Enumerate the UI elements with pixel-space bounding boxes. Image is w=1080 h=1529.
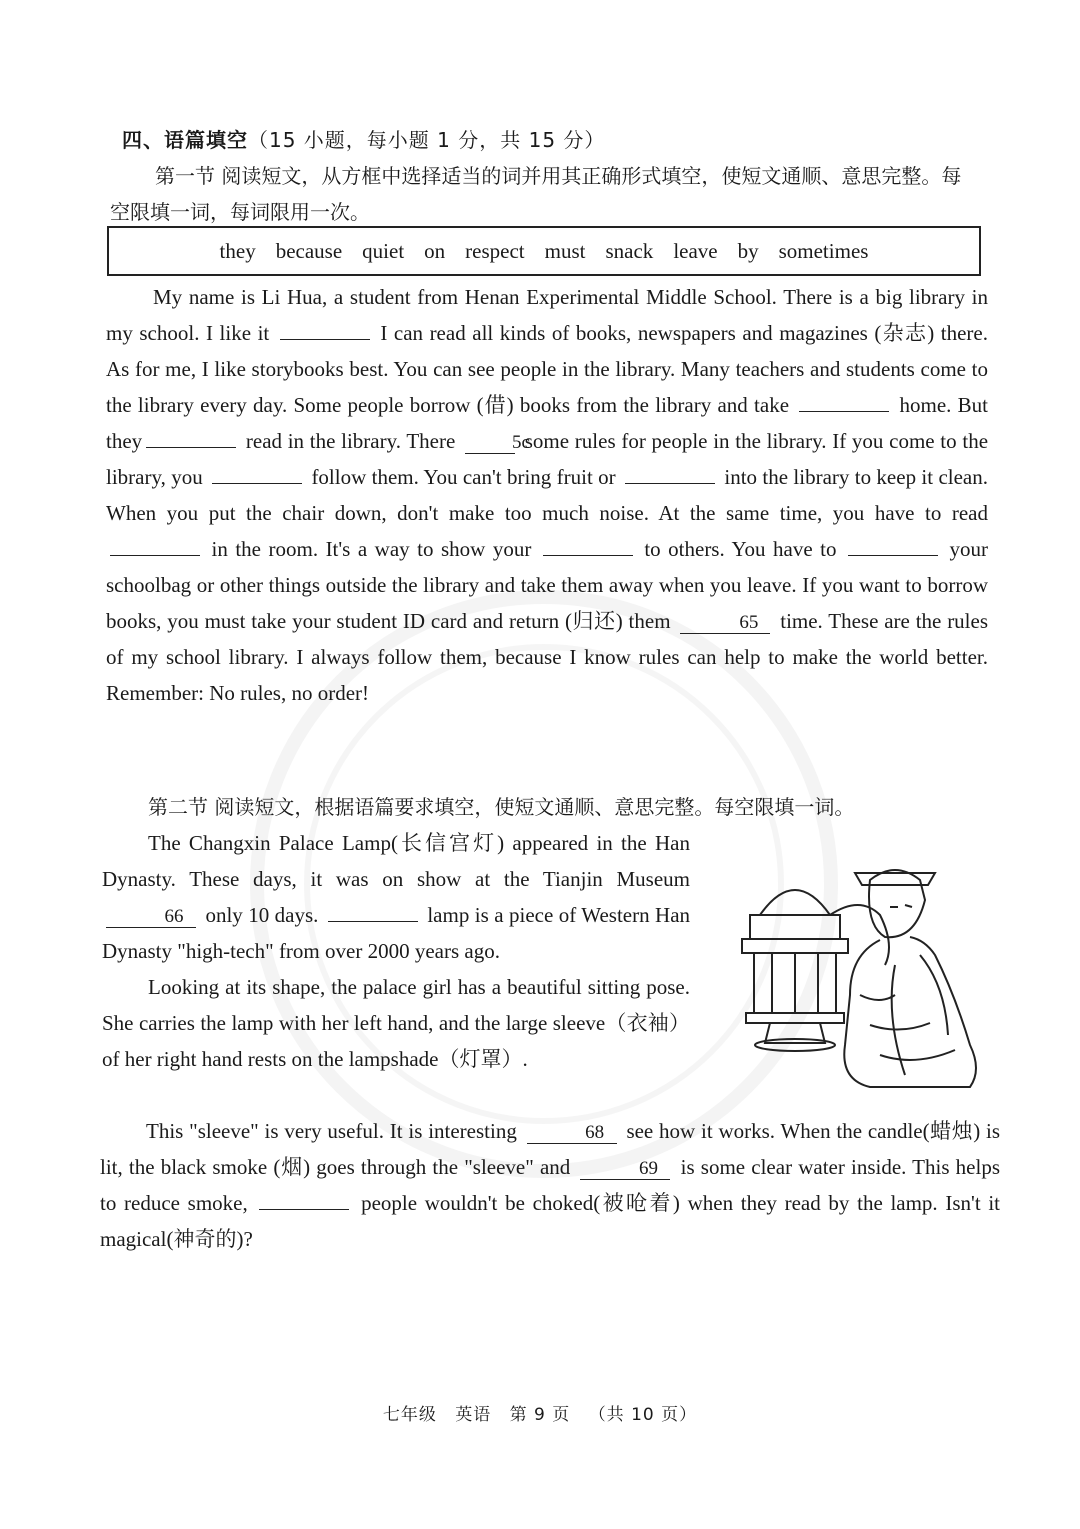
answer-blank[interactable] bbox=[212, 463, 302, 484]
passage-text: your schoolbag or other things outside the library and take them away when you leave. If you want to borrow books, you must take your student ID card and return (归还) them bbox=[106, 537, 988, 633]
passage-text: time. These are the rules of my school library. I always follow them, because I know rules can help to make the world better. Remember: No rules, no order! bbox=[106, 609, 989, 705]
passage-text: some rules for people in the library. If you come to the library, you bbox=[106, 429, 989, 489]
word-bank-item: by bbox=[737, 238, 759, 263]
answer-blank-68[interactable]: 68 bbox=[527, 1123, 617, 1144]
passage-text: see how it works. When the candle(蜡烛) is lit, the black smoke (烟) goes through the "sleeve" and bbox=[100, 1119, 1001, 1179]
footer-total: （共 10 页） bbox=[588, 1405, 698, 1425]
answer-blank-66[interactable]: 66 bbox=[106, 907, 196, 928]
answer-blank[interactable] bbox=[799, 391, 889, 412]
passage-text: to others. You have to bbox=[644, 537, 837, 561]
part2-instruction: 第二节 阅读短文，根据语篇要求填空，使短文通顺、意思完整。每空限填一词。 bbox=[148, 795, 855, 819]
palace-lamp-illustration bbox=[720, 845, 990, 1095]
part1-passage bbox=[106, 279, 988, 711]
word-bank-item: leave bbox=[673, 238, 718, 263]
part1-instruction: 第一节 阅读短文，从方框中选择适当的词并用其正确形式填空，使短文通顺、意思完整。每空限填一词，每词限用一次。 bbox=[110, 164, 962, 224]
passage-text: in the room. It's a way to show your bbox=[211, 537, 532, 561]
footer-subject: 英语 bbox=[455, 1405, 492, 1425]
part2-paragraph-1 bbox=[102, 825, 690, 969]
passage-text: only 10 days. bbox=[205, 903, 319, 927]
passage-text: lamp is a piece of Western Han Dynasty "high-tech" from over 2000 years ago. bbox=[102, 903, 691, 963]
passage-text: is some clear water inside. This helps to reduce smoke, bbox=[100, 1155, 1001, 1215]
word-bank-item: because bbox=[275, 238, 343, 263]
section-title bbox=[122, 124, 605, 153]
answer-blank[interactable] bbox=[328, 901, 418, 922]
passage-text: follow them. You can't bring fruit or bbox=[311, 465, 616, 489]
word-bank-item: on bbox=[424, 238, 446, 263]
footer-grade: 七年级 bbox=[382, 1405, 437, 1425]
answer-blank[interactable] bbox=[543, 535, 633, 556]
word-bank-item: respect bbox=[465, 238, 525, 263]
answer-blank[interactable] bbox=[848, 535, 938, 556]
part2-paragraph-3 bbox=[100, 1113, 1000, 1257]
answer-blank-69[interactable]: 69 bbox=[580, 1159, 670, 1180]
part2-paragraph-2: Looking at its shape, the palace girl has a beautiful sitting pose. She carries the lamp with her left hand, and the large sleeve（衣袖） of her right hand rests on the lampshade（灯罩）. bbox=[102, 975, 690, 1071]
passage-text: The Changxin Palace Lamp(长信宫灯) appeared in the Han Dynasty. These days, it was on show at the Tianjin Museum bbox=[102, 831, 690, 891]
passage-text: into the library to keep it clean. When you put the chair down, don't make too much noise. At the same time, you have to read bbox=[106, 465, 988, 525]
answer-blank[interactable] bbox=[259, 1189, 349, 1210]
answer-blank[interactable] bbox=[110, 535, 200, 556]
section-title-text: 四、语篇填空 bbox=[122, 128, 248, 152]
passage-text: read in the library. There bbox=[245, 429, 456, 453]
word-bank-item: snack bbox=[605, 238, 654, 263]
passage-text: I can read all kinds of books, newspapers and magazines (杂志) there. As for me, I like storybooks best. You can see people in the library. Many teachers and students come to the library every day. Some people borrow (借) books from the library and take bbox=[106, 321, 988, 417]
answer-blank[interactable] bbox=[625, 463, 715, 484]
passage-text: My name is Li Hua, a student from Henan Experimental Middle School. There is a big library in my school. I like it bbox=[106, 285, 988, 345]
section-subtitle: （15 小题，每小题 1 分，共 15 分） bbox=[248, 128, 606, 152]
footer-page: 第 9 页 bbox=[509, 1405, 571, 1425]
page-footer bbox=[0, 1400, 1080, 1425]
word-bank-box bbox=[107, 226, 981, 276]
passage-text: home. But they bbox=[106, 393, 989, 453]
passage-text: people wouldn't be choked(被呛着) when they read by the lamp. Isn't it magical(神奇的)? bbox=[100, 1191, 1001, 1251]
word-bank-item: they bbox=[219, 238, 256, 263]
answer-blank-59[interactable]: 5c bbox=[465, 433, 515, 454]
answer-blank-65[interactable]: 65 bbox=[680, 613, 770, 634]
word-bank-item: sometimes bbox=[778, 238, 869, 263]
word-bank-item: must bbox=[544, 238, 586, 263]
answer-blank[interactable] bbox=[146, 427, 236, 448]
word-bank-item: quiet bbox=[362, 238, 405, 263]
passage-text: This "sleeve" is very useful. It is interesting bbox=[146, 1119, 517, 1143]
answer-blank[interactable] bbox=[280, 319, 370, 340]
